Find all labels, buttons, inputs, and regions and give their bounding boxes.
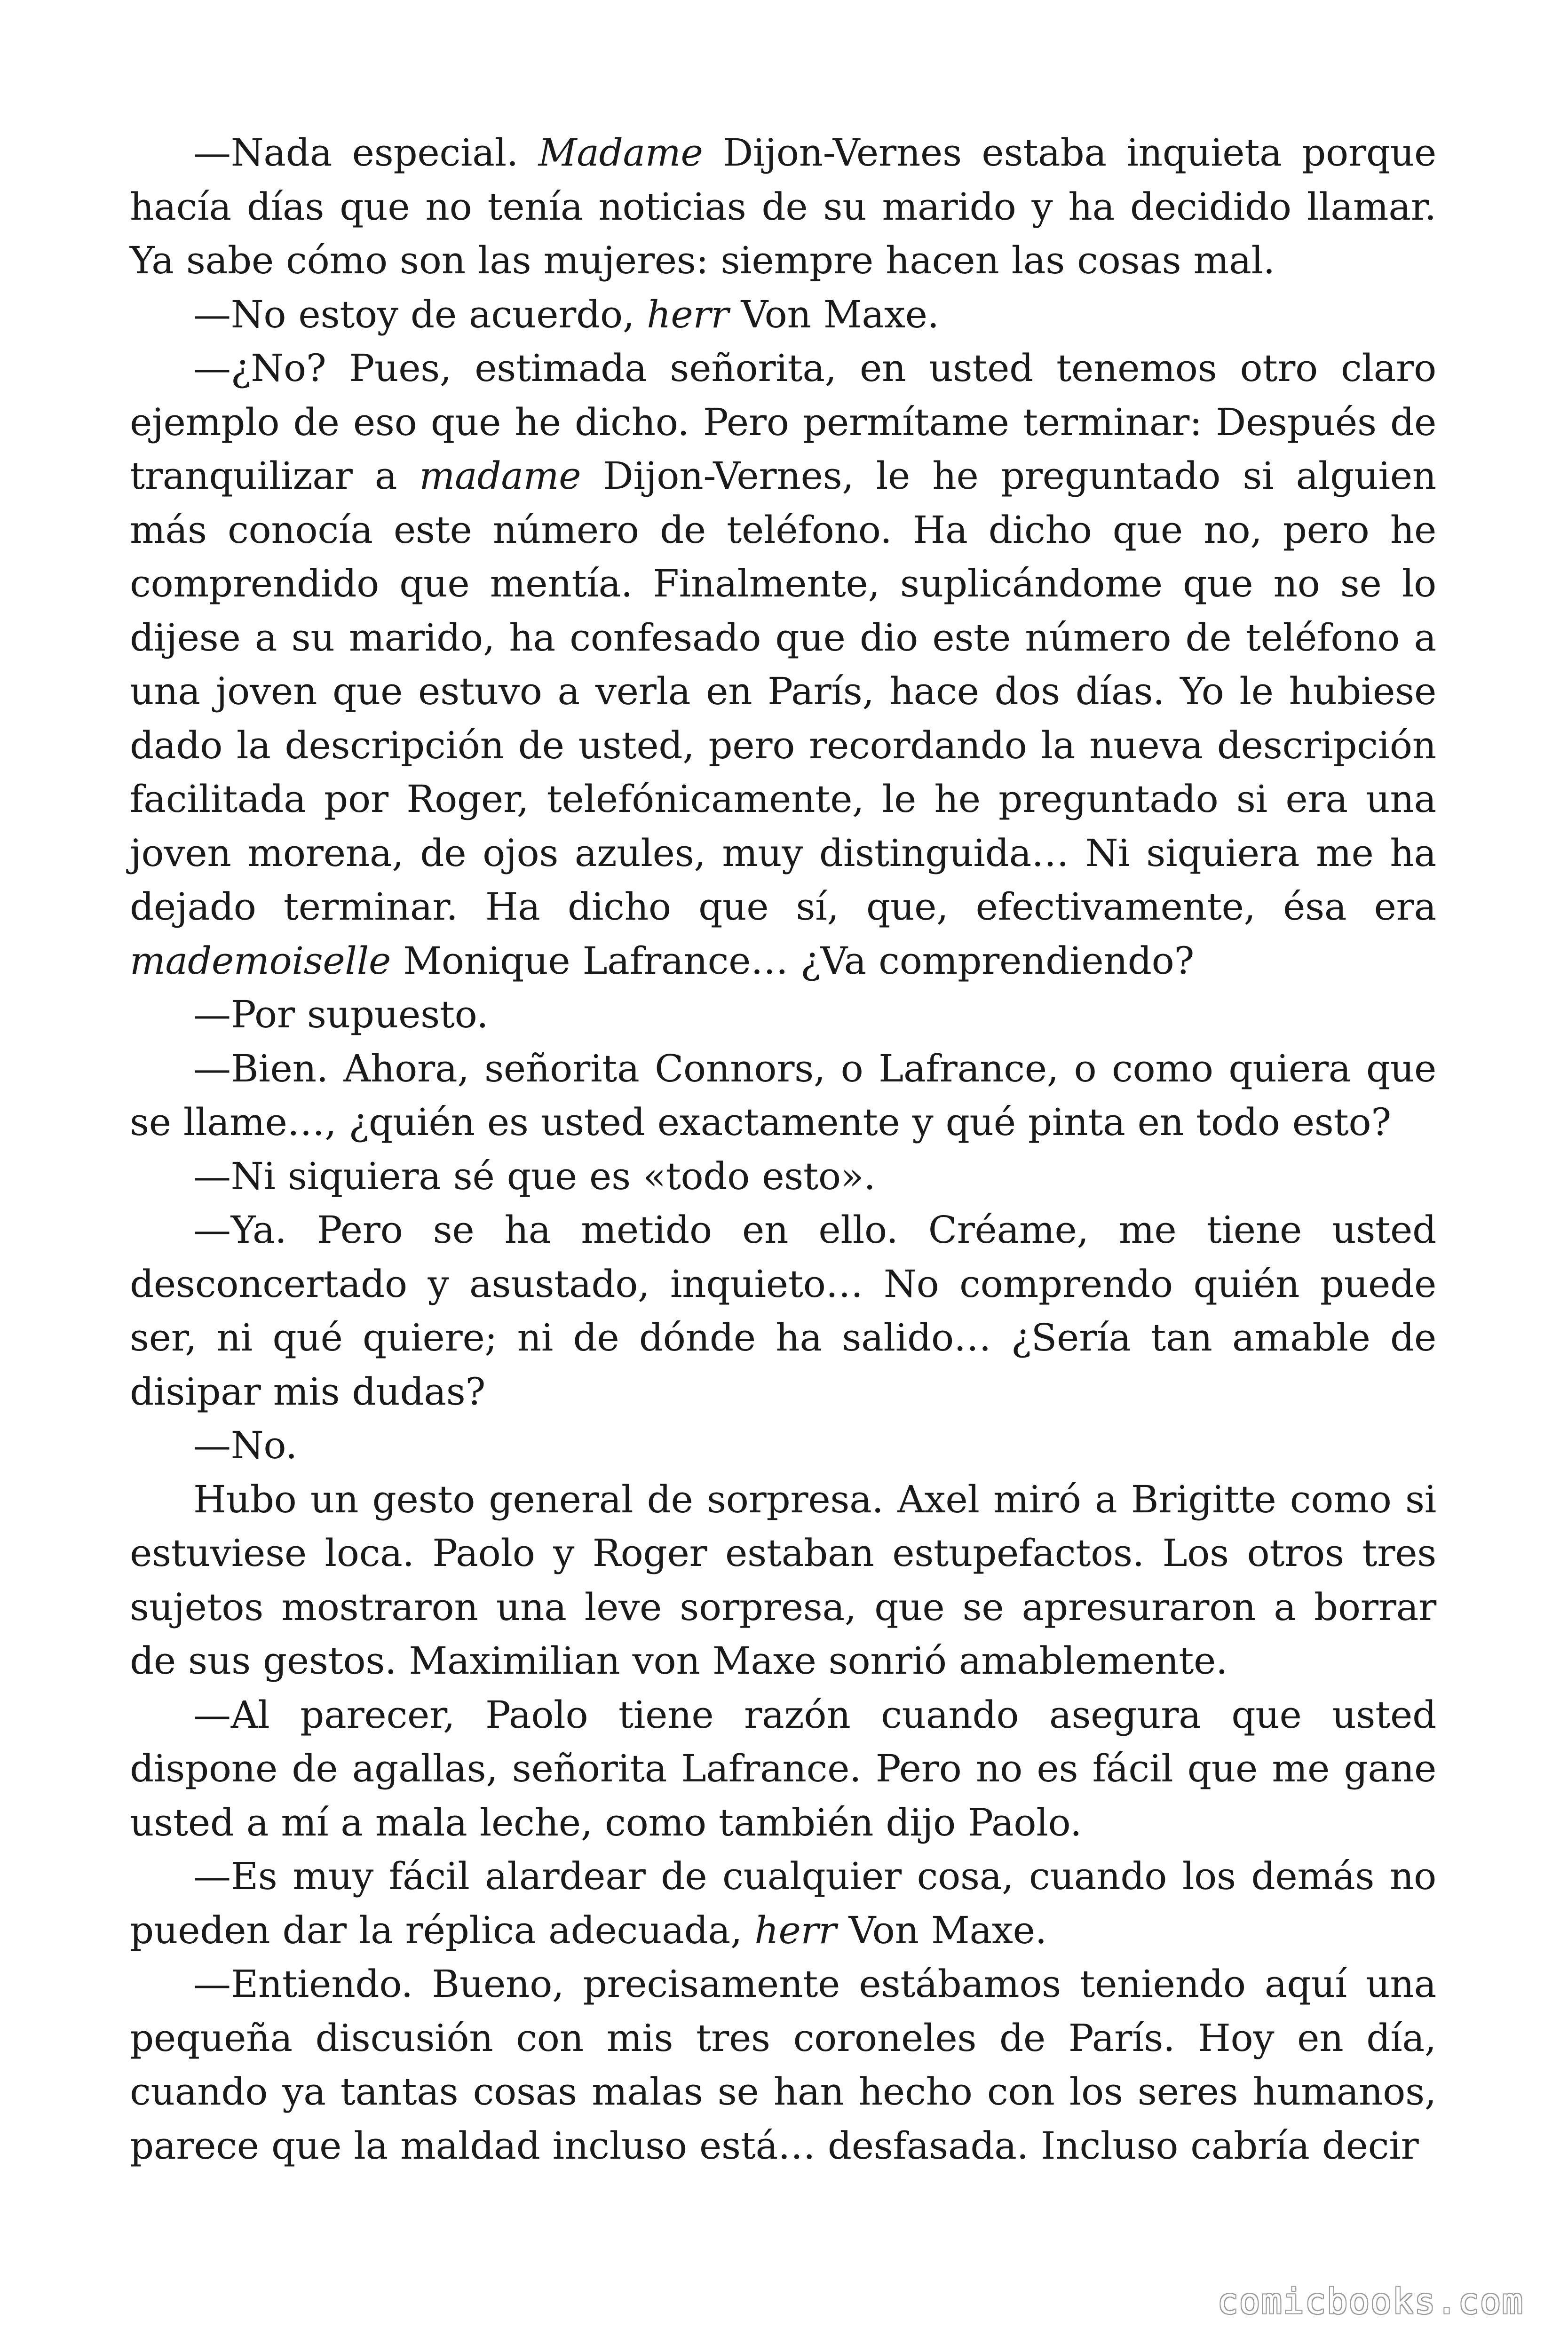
paragraph: —No estoy de acuerdo, herr Von Maxe.: [193, 292, 939, 336]
paragraph: —Al parecer, Paolo tiene razón cuando asegura que usted dispone de agallas, señorita Lafrance. Pero no es fácil que me gane usted a mí a mala leche, como también dijo Paolo.: [130, 1692, 1436, 1844]
paragraph: —No.: [193, 1423, 297, 1467]
paragraph: —Ni siquiera sé que es «todo esto».: [193, 1154, 876, 1198]
paragraph: —Ya. Pero se ha metido en ello. Créame, me tiene usted desconcertado y asustado, inquieto… No comprendo quién puede ser, ni qué quiere; ni de dónde ha salido… ¿Sería tan amable de disipar mis dudas?: [130, 1208, 1436, 1414]
paragraph: —Entiendo. Bueno, precisamente estábamos teniendo aquí una pequeña discusión con mis tres coroneles de París. Hoy en día, cuando ya tantas cosas malas se han hecho con los seres humanos, parece que la maldad incluso está… desfasada. Incluso cabría decir: [130, 1962, 1436, 2168]
book-page-text: [130, 126, 1436, 2173]
paragraph: Hubo un gesto general de sorpresa. Axel miró a Brigitte como si estuviese loca. Paolo y Roger estaban estupefactos. Los otros tres sujetos mostraron una leve sorpresa, que se apresuraron a borrar de sus gestos. Maximilian von Maxe sonrió amablemente.: [130, 1477, 1436, 1683]
paragraph: —Por supuesto.: [193, 993, 489, 1036]
paragraph: —¿No? Pues, estimada señorita, en usted tenemos otro claro ejemplo de eso que he dicho. Pero permítame terminar: Después de tranquilizar a madame Dijon-Vernes, le he preguntado si alguien más conocía este número de teléfono. Ha dicho que no, pero he comprendido que mentía. Finalmente, suplicándome que no se lo dijese a su marido, ha confesado que dio este número de teléfono a una joven que estuvo a verla en París, hace dos días. Yo le hubiese dado la descripción de usted, pero recordando la nueva descripción facilitada por Roger, telefónicamente, le he preguntado si era una joven morena, de ojos azules, muy distinguida… Ni siquiera me ha dejado terminar. Ha dicho que sí, que, efectivamente, ésa era mademoiselle Monique Lafrance… ¿Va comprendiendo?: [130, 346, 1436, 983]
paragraph: —Es muy fácil alardear de cualquier cosa, cuando los demás no pueden dar la réplica adecuada, herr Von Maxe.: [130, 1854, 1436, 1952]
watermark: comicbooks.com: [1217, 2281, 1524, 2322]
paragraph: —Nada especial. Madame Dijon-Vernes estaba inquieta porque hacía días que no tenía noticias de su marido y ha decidido llamar. Ya sabe cómo son las mujeres: siempre hacen las cosas mal.: [130, 131, 1437, 282]
paragraph: —Bien. Ahora, señorita Connors, o Lafrance, o como quiera que se llame…, ¿quién es usted exactamente y qué pinta en todo esto?: [130, 1046, 1436, 1144]
